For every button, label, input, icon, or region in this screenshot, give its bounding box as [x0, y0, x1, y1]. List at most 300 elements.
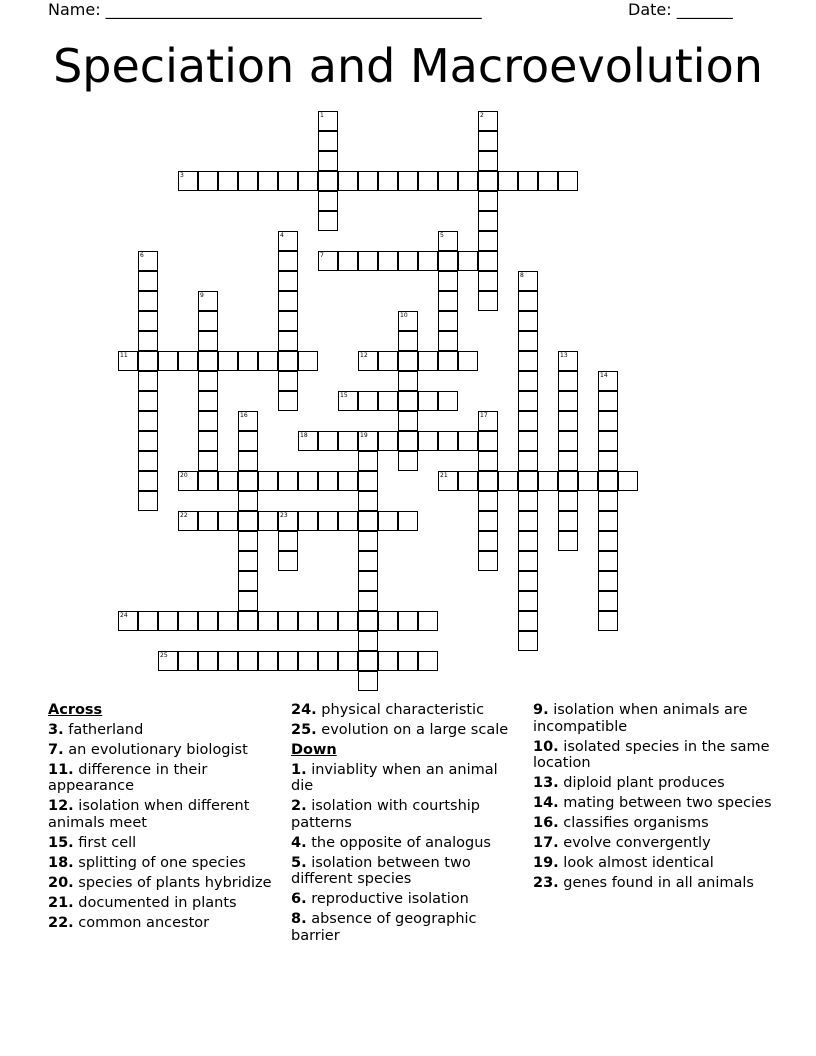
grid-cell[interactable] — [438, 331, 458, 351]
grid-cell[interactable] — [398, 251, 418, 271]
clue-item-number: 24. — [291, 702, 317, 718]
grid-cell[interactable] — [238, 551, 258, 571]
clue-item-number: 17. — [533, 835, 559, 851]
grid-cell[interactable] — [458, 431, 478, 451]
clue-number: 25 — [160, 652, 168, 659]
grid-cell[interactable] — [258, 611, 278, 631]
grid-cell[interactable] — [438, 471, 458, 491]
grid-cell[interactable] — [358, 551, 378, 571]
grid-cell[interactable] — [218, 611, 238, 631]
grid-cell[interactable] — [298, 431, 318, 451]
grid-cell[interactable] — [318, 431, 338, 451]
grid-cell[interactable] — [358, 651, 378, 671]
clue-item-number: 22. — [48, 914, 74, 931]
grid-cell[interactable] — [338, 251, 358, 271]
grid-cell[interactable] — [458, 171, 478, 191]
grid-cell[interactable] — [398, 611, 418, 631]
clue-number: 5 — [440, 232, 444, 239]
grid-cell[interactable] — [518, 611, 538, 631]
grid-cell[interactable] — [278, 511, 298, 531]
clue-item — [533, 815, 773, 832]
grid-cell[interactable] — [278, 331, 298, 351]
grid-cell[interactable] — [398, 431, 418, 451]
clue-item-number: 5. — [291, 854, 307, 871]
grid-cell[interactable] — [238, 651, 258, 671]
grid-cell[interactable] — [318, 251, 338, 271]
clue-item-number: 25. — [291, 722, 317, 738]
grid-cell[interactable] — [318, 211, 338, 231]
grid-cell[interactable] — [478, 251, 498, 271]
grid-cell[interactable] — [198, 311, 218, 331]
grid-cell[interactable] — [478, 451, 498, 471]
grid-cell[interactable] — [598, 491, 618, 511]
grid-cell[interactable] — [278, 231, 298, 251]
grid-cell[interactable] — [298, 611, 318, 631]
grid-cell[interactable] — [358, 391, 378, 411]
clue-item — [291, 702, 521, 719]
clue-column-1 — [48, 702, 278, 935]
grid-cell[interactable] — [598, 531, 618, 551]
grid-cell[interactable] — [458, 471, 478, 491]
clue-item-number: 7. — [48, 741, 64, 758]
grid-cell[interactable] — [218, 351, 238, 371]
grid-cell[interactable] — [258, 171, 278, 191]
grid-cell[interactable] — [158, 351, 178, 371]
grid-cell[interactable] — [478, 531, 498, 551]
grid-cell[interactable] — [198, 371, 218, 391]
grid-cell[interactable] — [458, 251, 478, 271]
grid-cell[interactable] — [338, 511, 358, 531]
grid-cell[interactable] — [318, 131, 338, 151]
grid-cell[interactable] — [198, 391, 218, 411]
grid-cell[interactable] — [138, 391, 158, 411]
grid-cell[interactable] — [218, 471, 238, 491]
grid-cell[interactable] — [478, 171, 498, 191]
grid-cell[interactable] — [138, 431, 158, 451]
grid-cell[interactable] — [398, 411, 418, 431]
grid-cell[interactable] — [438, 351, 458, 371]
grid-cell[interactable] — [278, 531, 298, 551]
grid-cell[interactable] — [198, 431, 218, 451]
grid-cell[interactable] — [478, 471, 498, 491]
grid-cell[interactable] — [358, 471, 378, 491]
clue-item-text: isolated species in the same location — [533, 738, 770, 771]
grid-cell[interactable] — [358, 351, 378, 371]
grid-cell[interactable] — [378, 391, 398, 411]
grid-cell[interactable] — [478, 491, 498, 511]
grid-cell[interactable] — [398, 651, 418, 671]
grid-cell[interactable] — [138, 471, 158, 491]
grid-cell[interactable] — [258, 651, 278, 671]
clue-item — [48, 915, 278, 932]
grid-cell[interactable] — [358, 611, 378, 631]
grid-cell[interactable] — [178, 171, 198, 191]
grid-cell[interactable] — [518, 171, 538, 191]
grid-cell[interactable] — [138, 491, 158, 511]
grid-cell[interactable] — [598, 411, 618, 431]
grid-cell[interactable] — [538, 171, 558, 191]
grid-cell[interactable] — [518, 531, 538, 551]
grid-cell[interactable] — [238, 491, 258, 511]
grid-cell[interactable] — [518, 551, 538, 571]
grid-cell[interactable] — [278, 391, 298, 411]
grid-cell[interactable] — [158, 611, 178, 631]
clue-item-number: 14. — [533, 795, 559, 811]
clue-number: 16 — [240, 412, 248, 419]
clue-item — [48, 722, 278, 739]
grid-cell[interactable] — [178, 611, 198, 631]
clue-item — [533, 795, 773, 812]
clue-item-number: 8. — [291, 911, 307, 927]
grid-cell[interactable] — [358, 251, 378, 271]
grid-cell[interactable] — [518, 591, 538, 611]
grid-cell[interactable] — [598, 371, 618, 391]
grid-cell[interactable] — [578, 471, 598, 491]
grid-cell[interactable] — [378, 251, 398, 271]
grid-cell[interactable] — [418, 171, 438, 191]
grid-cell[interactable] — [278, 471, 298, 491]
grid-cell[interactable] — [358, 531, 378, 551]
grid-cell[interactable] — [198, 611, 218, 631]
grid-cell[interactable] — [558, 351, 578, 371]
clue-item — [291, 911, 521, 944]
grid-cell[interactable] — [238, 471, 258, 491]
clue-number: 12 — [360, 352, 368, 359]
clue-item-text: diploid plant produces — [563, 775, 725, 791]
grid-cell[interactable] — [558, 511, 578, 531]
grid-cell[interactable] — [478, 291, 498, 311]
grid-cell[interactable] — [418, 431, 438, 451]
grid-cell[interactable] — [318, 471, 338, 491]
grid-cell[interactable] — [418, 251, 438, 271]
grid-cell[interactable] — [518, 351, 538, 371]
grid-cell[interactable] — [318, 111, 338, 131]
grid-cell[interactable] — [358, 591, 378, 611]
grid-cell[interactable] — [478, 211, 498, 231]
grid-cell[interactable] — [478, 271, 498, 291]
grid-cell[interactable] — [378, 651, 398, 671]
grid-cell[interactable] — [238, 571, 258, 591]
grid-cell[interactable] — [598, 611, 618, 631]
grid-cell[interactable] — [218, 171, 238, 191]
clue-item-text: evolution on a large scale — [321, 722, 509, 738]
grid-cell[interactable] — [278, 551, 298, 571]
grid-cell[interactable] — [138, 351, 158, 371]
grid-cell[interactable] — [398, 511, 418, 531]
clue-item-text: the opposite of analogus — [311, 834, 491, 851]
grid-cell[interactable] — [278, 271, 298, 291]
clue-item-number: 20. — [48, 874, 74, 891]
grid-cell[interactable] — [298, 511, 318, 531]
clue-number: 6 — [140, 252, 144, 259]
grid-cell[interactable] — [338, 171, 358, 191]
grid-cell[interactable] — [478, 551, 498, 571]
grid-cell[interactable] — [358, 511, 378, 531]
grid-cell[interactable] — [358, 451, 378, 471]
grid-cell[interactable] — [418, 651, 438, 671]
grid-cell[interactable] — [358, 171, 378, 191]
grid-cell[interactable] — [178, 351, 198, 371]
grid-cell[interactable] — [598, 391, 618, 411]
grid-cell[interactable] — [438, 171, 458, 191]
grid-cell[interactable] — [478, 111, 498, 131]
clue-item-text: evolve convergently — [563, 835, 711, 851]
grid-cell[interactable] — [298, 351, 318, 371]
grid-cell[interactable] — [518, 491, 538, 511]
name-field-label: Name: _______________________________________________ — [48, 0, 482, 19]
clue-heading: Across — [48, 702, 103, 718]
clue-item — [48, 798, 278, 831]
grid-cell[interactable] — [218, 651, 238, 671]
grid-cell[interactable] — [318, 511, 338, 531]
grid-cell[interactable] — [278, 651, 298, 671]
grid-cell[interactable] — [558, 471, 578, 491]
clue-item-text: an evolutionary biologist — [68, 741, 248, 758]
grid-cell[interactable] — [398, 391, 418, 411]
clue-number: 10 — [400, 312, 408, 319]
grid-cell[interactable] — [558, 171, 578, 191]
grid-cell[interactable] — [238, 511, 258, 531]
grid-cell[interactable] — [178, 471, 198, 491]
grid-cell[interactable] — [278, 611, 298, 631]
grid-cell[interactable] — [378, 611, 398, 631]
grid-cell[interactable] — [478, 411, 498, 431]
grid-cell[interactable] — [258, 471, 278, 491]
grid-cell[interactable] — [318, 171, 338, 191]
grid-cell[interactable] — [238, 451, 258, 471]
clue-item-number: 21. — [48, 894, 74, 911]
clue-item — [533, 775, 773, 792]
clue-item-text: classifies organisms — [563, 815, 709, 831]
grid-cell[interactable] — [338, 611, 358, 631]
grid-cell[interactable] — [378, 351, 398, 371]
grid-cell[interactable] — [378, 511, 398, 531]
clue-item — [291, 855, 521, 888]
clue-item-text: physical characteristic — [321, 702, 485, 718]
grid-cell[interactable] — [518, 511, 538, 531]
grid-cell[interactable] — [198, 411, 218, 431]
grid-cell[interactable] — [398, 311, 418, 331]
grid-cell[interactable] — [398, 451, 418, 471]
clue-item-text: isolation between two different species — [291, 854, 471, 887]
grid-cell[interactable] — [558, 451, 578, 471]
clue-item — [48, 835, 278, 852]
clue-item-number: 15. — [48, 834, 74, 851]
grid-cell[interactable] — [238, 171, 258, 191]
grid-cell[interactable] — [618, 471, 638, 491]
grid-cell[interactable] — [138, 311, 158, 331]
grid-cell[interactable] — [518, 311, 538, 331]
grid-cell[interactable] — [558, 491, 578, 511]
grid-cell[interactable] — [258, 351, 278, 371]
clue-number: 2 — [480, 112, 484, 119]
grid-cell[interactable] — [418, 351, 438, 371]
grid-cell[interactable] — [518, 631, 538, 651]
clue-item — [48, 742, 278, 759]
grid-cell[interactable] — [598, 511, 618, 531]
grid-cell[interactable] — [318, 191, 338, 211]
grid-cell[interactable] — [598, 571, 618, 591]
grid-cell[interactable] — [418, 611, 438, 631]
grid-cell[interactable] — [338, 431, 358, 451]
grid-cell[interactable] — [598, 451, 618, 471]
grid-cell[interactable] — [238, 411, 258, 431]
grid-cell[interactable] — [138, 411, 158, 431]
grid-cell[interactable] — [558, 431, 578, 451]
grid-cell[interactable] — [438, 251, 458, 271]
clue-number: 13 — [560, 352, 568, 359]
grid-cell[interactable] — [358, 631, 378, 651]
grid-cell[interactable] — [518, 471, 538, 491]
clue-number: 23 — [280, 512, 288, 519]
grid-cell[interactable] — [198, 171, 218, 191]
clue-item — [48, 762, 278, 795]
clue-item-number: 12. — [48, 798, 74, 814]
clue-item-number: 19. — [533, 855, 559, 871]
grid-cell[interactable] — [398, 351, 418, 371]
grid-cell[interactable] — [238, 611, 258, 631]
grid-cell[interactable] — [518, 371, 538, 391]
grid-cell[interactable] — [478, 231, 498, 251]
grid-cell[interactable] — [358, 491, 378, 511]
grid-cell[interactable] — [438, 431, 458, 451]
clue-item-number: 6. — [291, 891, 307, 907]
grid-cell[interactable] — [518, 331, 538, 351]
grid-cell[interactable] — [478, 131, 498, 151]
clue-item-number: 9. — [533, 702, 549, 718]
grid-cell[interactable] — [478, 151, 498, 171]
grid-cell[interactable] — [478, 431, 498, 451]
grid-cell[interactable] — [438, 311, 458, 331]
grid-cell[interactable] — [178, 651, 198, 671]
clue-item-text: splitting of one species — [78, 854, 246, 871]
grid-cell[interactable] — [598, 551, 618, 571]
grid-cell[interactable] — [558, 411, 578, 431]
grid-cell[interactable] — [118, 351, 138, 371]
grid-cell[interactable] — [298, 171, 318, 191]
grid-cell[interactable] — [238, 351, 258, 371]
grid-cell[interactable] — [458, 351, 478, 371]
grid-cell[interactable] — [278, 371, 298, 391]
grid-cell[interactable] — [258, 511, 278, 531]
grid-cell[interactable] — [278, 291, 298, 311]
grid-cell[interactable] — [278, 311, 298, 331]
grid-cell[interactable] — [198, 651, 218, 671]
clue-number: 3 — [180, 172, 184, 179]
grid-cell[interactable] — [318, 151, 338, 171]
grid-cell[interactable] — [278, 171, 298, 191]
grid-cell[interactable] — [298, 471, 318, 491]
grid-cell[interactable] — [138, 371, 158, 391]
grid-cell[interactable] — [118, 611, 138, 631]
grid-cell[interactable] — [478, 511, 498, 531]
grid-cell[interactable] — [598, 591, 618, 611]
clue-item — [291, 891, 521, 908]
grid-cell[interactable] — [518, 291, 538, 311]
clue-item — [291, 835, 521, 852]
grid-cell[interactable] — [558, 371, 578, 391]
grid-cell[interactable] — [438, 231, 458, 251]
grid-cell[interactable] — [198, 291, 218, 311]
grid-cell[interactable] — [478, 191, 498, 211]
grid-cell[interactable] — [358, 571, 378, 591]
clue-item-text: documented in plants — [78, 894, 237, 911]
grid-cell[interactable] — [218, 511, 238, 531]
clue-item-number: 18. — [48, 854, 74, 871]
grid-cell[interactable] — [438, 391, 458, 411]
grid-cell[interactable] — [198, 451, 218, 471]
grid-cell[interactable] — [498, 171, 518, 191]
grid-cell[interactable] — [418, 391, 438, 411]
grid-cell[interactable] — [198, 331, 218, 351]
grid-cell[interactable] — [378, 431, 398, 451]
grid-cell[interactable] — [358, 671, 378, 691]
grid-cell[interactable] — [518, 411, 538, 431]
clue-number: 20 — [180, 472, 188, 479]
grid-cell[interactable] — [198, 471, 218, 491]
clue-item-number: 10. — [533, 738, 559, 755]
grid-cell[interactable] — [518, 391, 538, 411]
grid-cell[interactable] — [518, 451, 538, 471]
grid-cell[interactable] — [438, 271, 458, 291]
grid-cell[interactable] — [338, 391, 358, 411]
clue-number: 11 — [120, 352, 128, 359]
grid-cell[interactable] — [278, 351, 298, 371]
grid-cell[interactable] — [278, 251, 298, 271]
grid-cell[interactable] — [138, 611, 158, 631]
grid-cell[interactable] — [518, 571, 538, 591]
grid-cell[interactable] — [378, 171, 398, 191]
grid-cell[interactable] — [558, 391, 578, 411]
grid-cell[interactable] — [358, 431, 378, 451]
grid-cell[interactable] — [138, 291, 158, 311]
grid-cell[interactable] — [138, 251, 158, 271]
grid-cell[interactable] — [138, 331, 158, 351]
clue-column-2 — [291, 702, 521, 948]
page-title: Speciation and Macroevolution — [53, 39, 763, 93]
grid-cell[interactable] — [198, 511, 218, 531]
grid-cell[interactable] — [598, 431, 618, 451]
grid-cell[interactable] — [298, 651, 318, 671]
grid-cell[interactable] — [398, 171, 418, 191]
grid-cell[interactable] — [538, 471, 558, 491]
grid-cell[interactable] — [338, 651, 358, 671]
grid-cell[interactable] — [598, 471, 618, 491]
grid-cell[interactable] — [438, 291, 458, 311]
grid-cell[interactable] — [518, 271, 538, 291]
grid-cell[interactable] — [518, 431, 538, 451]
clue-number: 7 — [320, 252, 324, 259]
grid-cell[interactable] — [398, 331, 418, 351]
grid-cell[interactable] — [558, 531, 578, 551]
grid-cell[interactable] — [318, 651, 338, 671]
grid-cell[interactable] — [498, 471, 518, 491]
grid-cell[interactable] — [398, 371, 418, 391]
grid-cell[interactable] — [138, 451, 158, 471]
grid-cell[interactable] — [318, 611, 338, 631]
grid-cell[interactable] — [158, 651, 178, 671]
grid-cell[interactable] — [198, 351, 218, 371]
grid-cell[interactable] — [238, 531, 258, 551]
clue-number: 14 — [600, 372, 608, 379]
grid-cell[interactable] — [338, 471, 358, 491]
grid-cell[interactable] — [238, 591, 258, 611]
clue-item-number: 13. — [533, 775, 559, 791]
grid-cell[interactable] — [138, 271, 158, 291]
date-field-label: Date: _______ — [628, 0, 733, 19]
grid-cell[interactable] — [178, 511, 198, 531]
grid-cell[interactable] — [238, 431, 258, 451]
